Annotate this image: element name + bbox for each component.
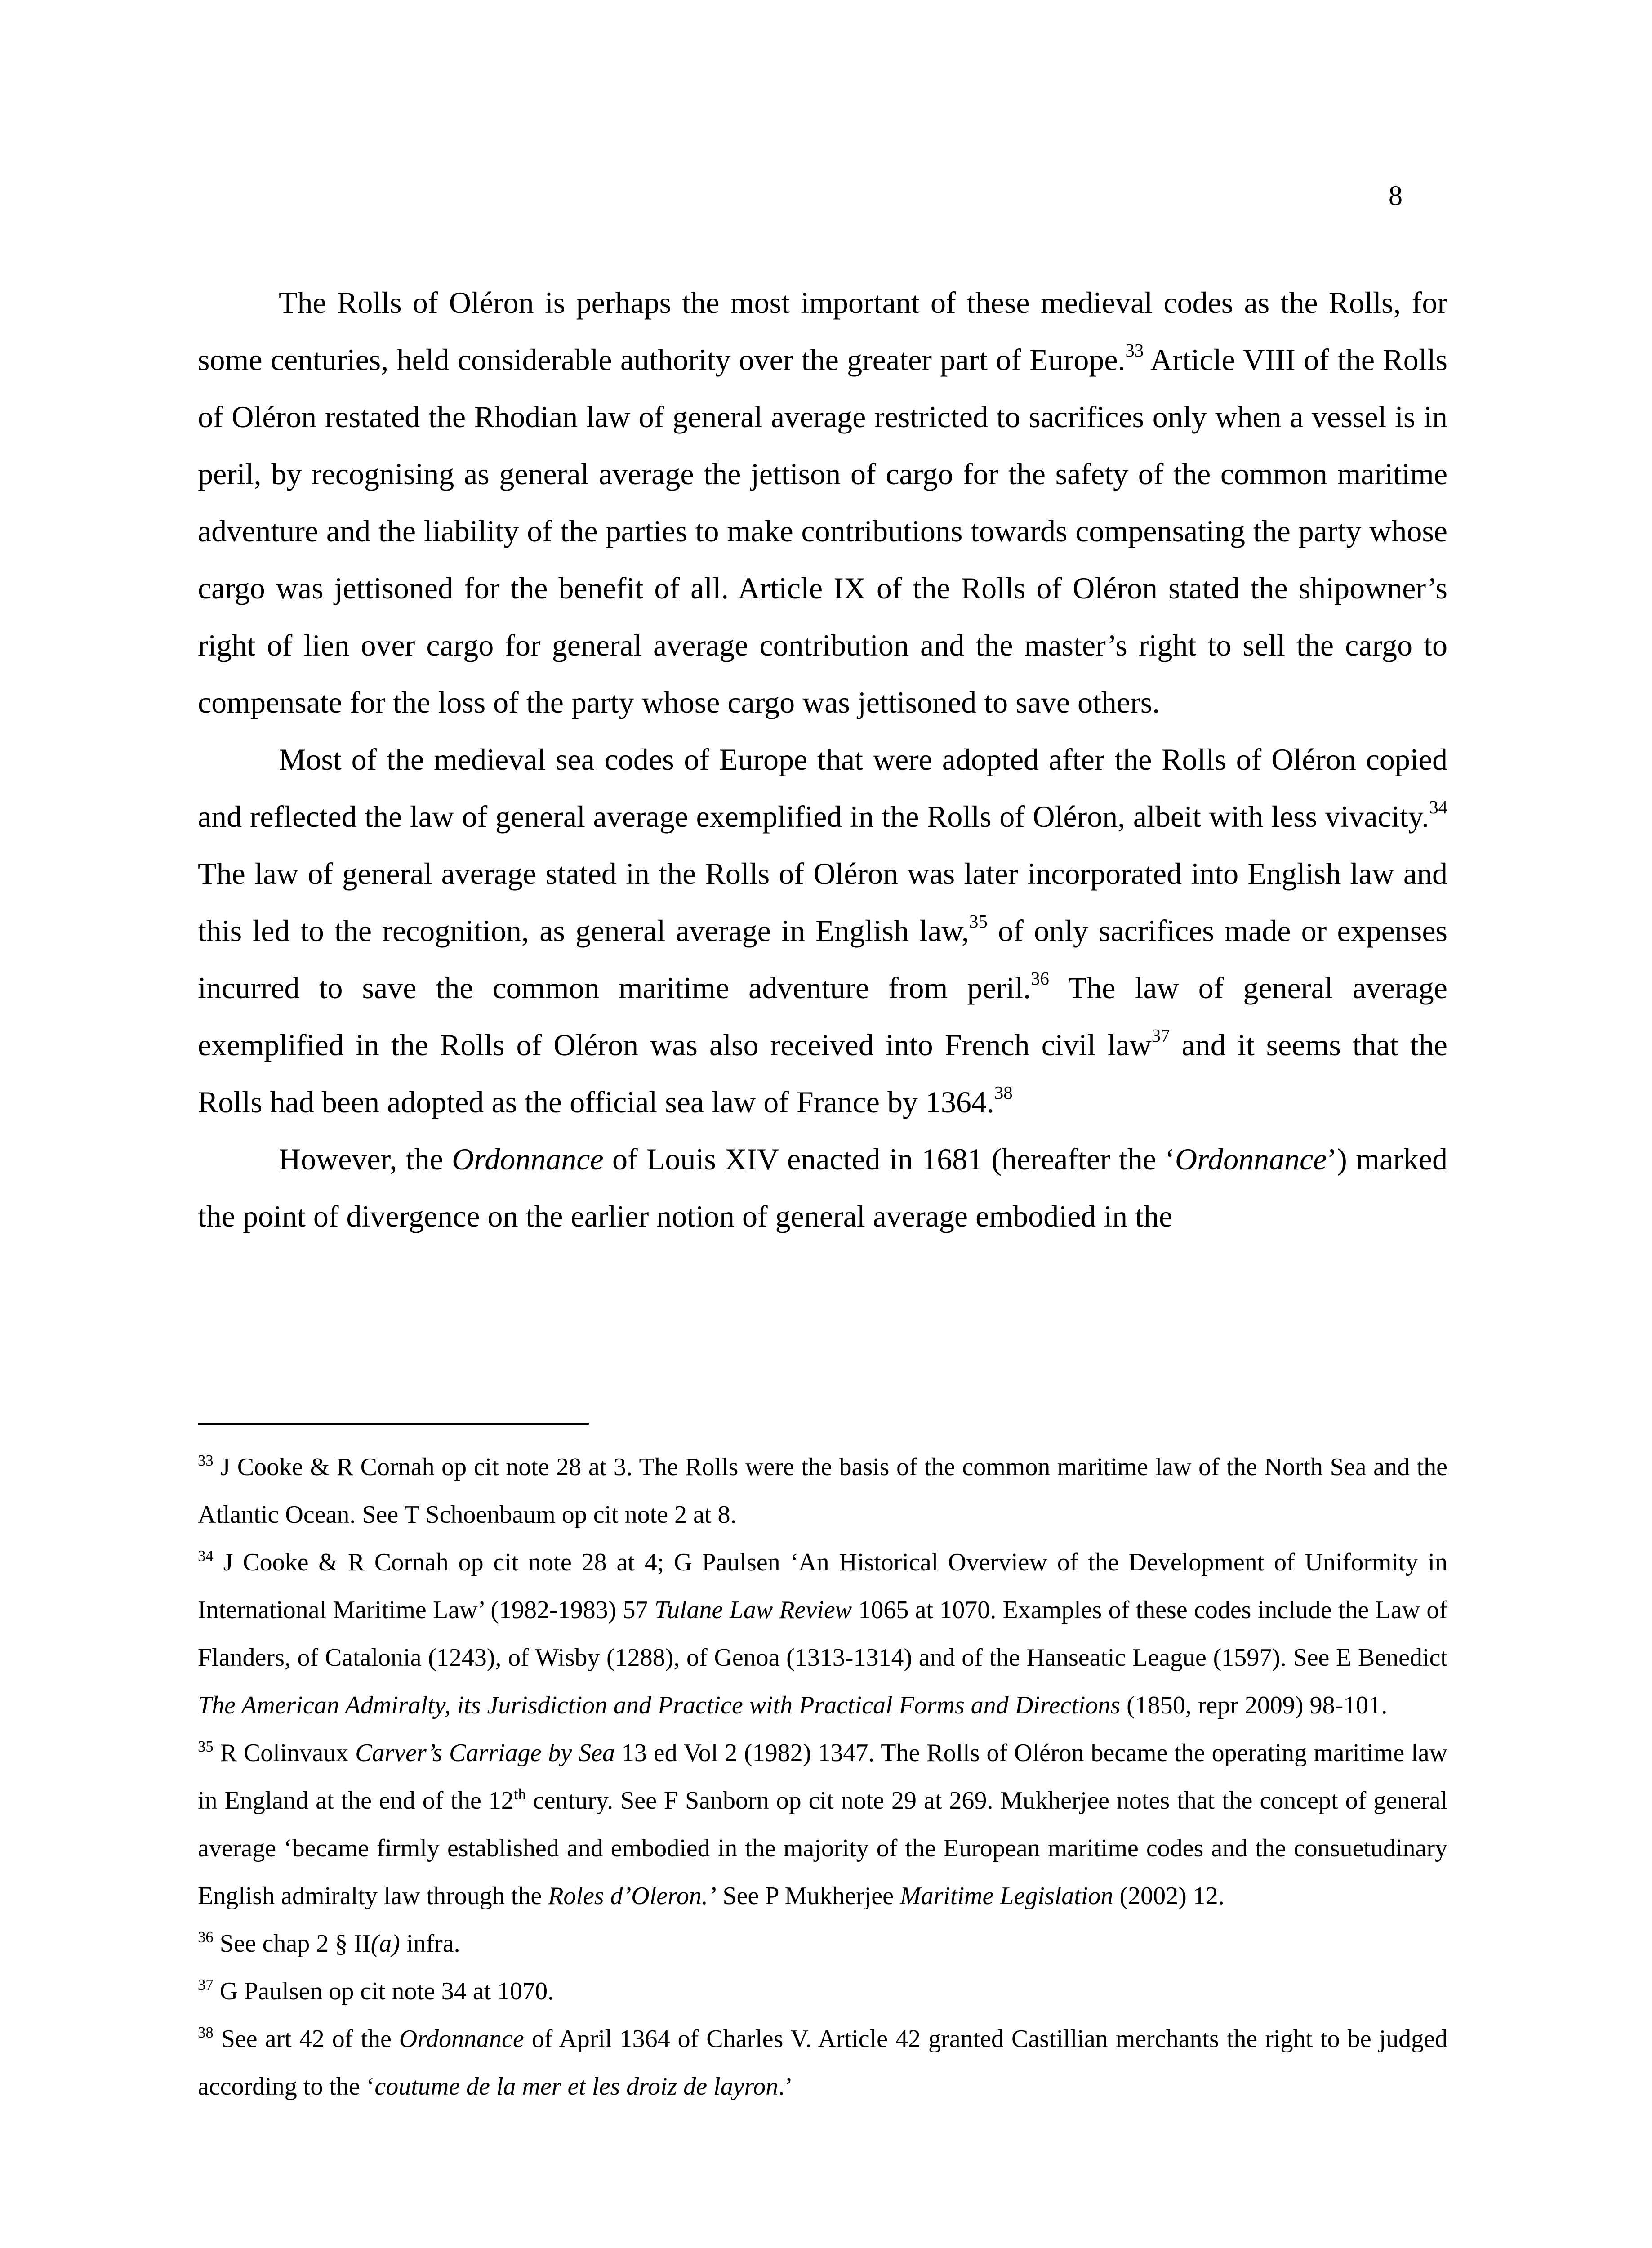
superscript: th bbox=[513, 1785, 526, 1803]
italic-text: Carver’s Carriage by Sea bbox=[355, 1739, 615, 1767]
footnotes bbox=[198, 1443, 1447, 2110]
text-run: 1065 at 1070. Examples of these codes include the Law of Flanders, of Catalonia (1243), of Wisby (1288), of Genoa (1313-1314) and of the Hanseatic League (1597). See E Benedict bbox=[198, 1596, 1447, 1672]
superscript: 34 bbox=[1429, 797, 1447, 818]
footnote-number: 34 bbox=[198, 1547, 214, 1565]
superscript: 37 bbox=[1151, 1026, 1170, 1046]
text-run: of only sacrifices made or expenses incurred to save the common maritime adventure from peril. bbox=[198, 914, 1447, 1005]
text-run: of April 1364 of Charles V. Article 42 granted Castillian merchants the right to be judged according to the ‘ bbox=[198, 2025, 1447, 2101]
text-run: and it seems that the Rolls had been adopted as the official sea law of France by 1364. bbox=[198, 1028, 1447, 1119]
footnote-number: 37 bbox=[198, 1976, 214, 1994]
italic-text: Tulane Law Review bbox=[654, 1596, 852, 1624]
text-run: R Colinvaux bbox=[213, 1739, 356, 1767]
superscript: 35 bbox=[969, 911, 988, 932]
text-run: However, the bbox=[279, 1142, 452, 1176]
footnote-33 bbox=[198, 1443, 1447, 1539]
text-run: The law of general average stated in the Rolls of Oléron was later incorporated into English law and this led to the recognition, as general average in English law, bbox=[198, 856, 1447, 948]
text-run: ’) marked the point of divergence on the earlier notion of general average embodied in the bbox=[198, 1142, 1447, 1233]
text-run: The law of general average exemplified in the Rolls of Oléron was also received into French civil law bbox=[198, 971, 1447, 1062]
paragraph-2 bbox=[198, 731, 1447, 1131]
italic-text: Ordonnance bbox=[452, 1142, 604, 1176]
italic-text: Roles d’Oleron.’ bbox=[548, 1882, 717, 1910]
paragraph-3 bbox=[198, 1131, 1447, 1245]
superscript: 36 bbox=[1031, 968, 1049, 989]
footnote-number: 33 bbox=[198, 1451, 214, 1469]
text-run: The Rolls of Oléron is perhaps the most important of these medieval codes as the Rolls, for some centuries, held considerable authority over the greater part of Europe. bbox=[198, 285, 1447, 377]
text-run: Article VIII of the Rolls of Oléron restated the Rhodian law of general average restricted to sacrifices only when a vessel is in peril, by recognising as general average the jettison of cargo for the safety of the common maritime adventure and the liability of the parties to make contributions towards compensating the party whose cargo was jettisoned for the benefit of all. Article IX of the Rolls of Oléron stated the shipowner’s right of lien over cargo for general average contribution and the master’s right to sell the cargo to compensate for the loss of the party whose cargo was jettisoned to save others. bbox=[198, 343, 1447, 719]
text-run: G Paulsen op cit note 34 at 1070. bbox=[213, 1977, 554, 2005]
footnote-number: 36 bbox=[198, 1928, 214, 1946]
superscript: 38 bbox=[994, 1083, 1013, 1103]
text-run: See art 42 of the bbox=[213, 2025, 399, 2053]
footnote-37 bbox=[198, 1967, 1447, 2015]
italic-text: (a) bbox=[370, 1930, 400, 1958]
text-run: .’ bbox=[778, 2073, 793, 2101]
footnote-38 bbox=[198, 2015, 1447, 2110]
text-run: J Cooke & R Cornah op cit note 28 at 3. The Rolls were the basis of the common maritime law of the North Sea and the Atlantic Ocean. See T Schoenbaum op cit note 2 at 8. bbox=[198, 1453, 1447, 1529]
footnote-number: 35 bbox=[198, 1737, 214, 1755]
italic-text: Ordonnance bbox=[1175, 1142, 1327, 1176]
text-run: See P Mukherjee bbox=[716, 1882, 900, 1910]
footnote-number: 38 bbox=[198, 2023, 214, 2041]
text-run: Most of the medieval sea codes of Europe that were adopted after the Rolls of Oléron copied and reflected the law of general average exemplified in the Rolls of Oléron, albeit with less vivacity. bbox=[198, 742, 1447, 834]
text-run: (2002) 12. bbox=[1113, 1882, 1225, 1910]
paragraph-1 bbox=[198, 274, 1447, 731]
italic-text: The American Admiralty, its Jurisdiction and Practice with Practical Forms and Directions bbox=[198, 1691, 1121, 1719]
superscript: 33 bbox=[1125, 340, 1144, 361]
text-run: 13 ed Vol 2 (1982) 1347. The Rolls of Oléron became the operating maritime law in England at the end of the 12 bbox=[198, 1739, 1447, 1815]
text-run: J Cooke & R Cornah op cit note 28 at 4; G Paulsen ‘An Historical Overview of the Development of Uniformity in International Maritime Law’ (1982-1983) 57 bbox=[198, 1548, 1447, 1624]
italic-text: Maritime Legislation bbox=[899, 1882, 1113, 1910]
italic-text: Ordonnance bbox=[399, 2025, 524, 2053]
footnote-separator bbox=[198, 1423, 589, 1425]
body-text bbox=[198, 274, 1447, 1245]
text-run: century. See F Sanborn op cit note 29 at 269. Mukherjee notes that the concept of general average ‘became firmly established and embodied in the majority of the European maritime codes and the consuetudinary English admiralty law through the bbox=[198, 1787, 1447, 1910]
footnote-34 bbox=[198, 1539, 1447, 1729]
italic-text: coutume de la mer et les droiz de layron bbox=[374, 2073, 779, 2101]
footnote-35 bbox=[198, 1729, 1447, 1920]
text-run: of Louis XIV enacted in 1681 (hereafter the ‘ bbox=[603, 1142, 1176, 1176]
text-run: See chap 2 § II bbox=[213, 1930, 371, 1958]
footnote-36 bbox=[198, 1920, 1447, 1967]
page-number: 8 bbox=[1389, 181, 1403, 211]
text-run: infra. bbox=[400, 1930, 460, 1958]
text-run: (1850, repr 2009) 98-101. bbox=[1120, 1691, 1388, 1719]
